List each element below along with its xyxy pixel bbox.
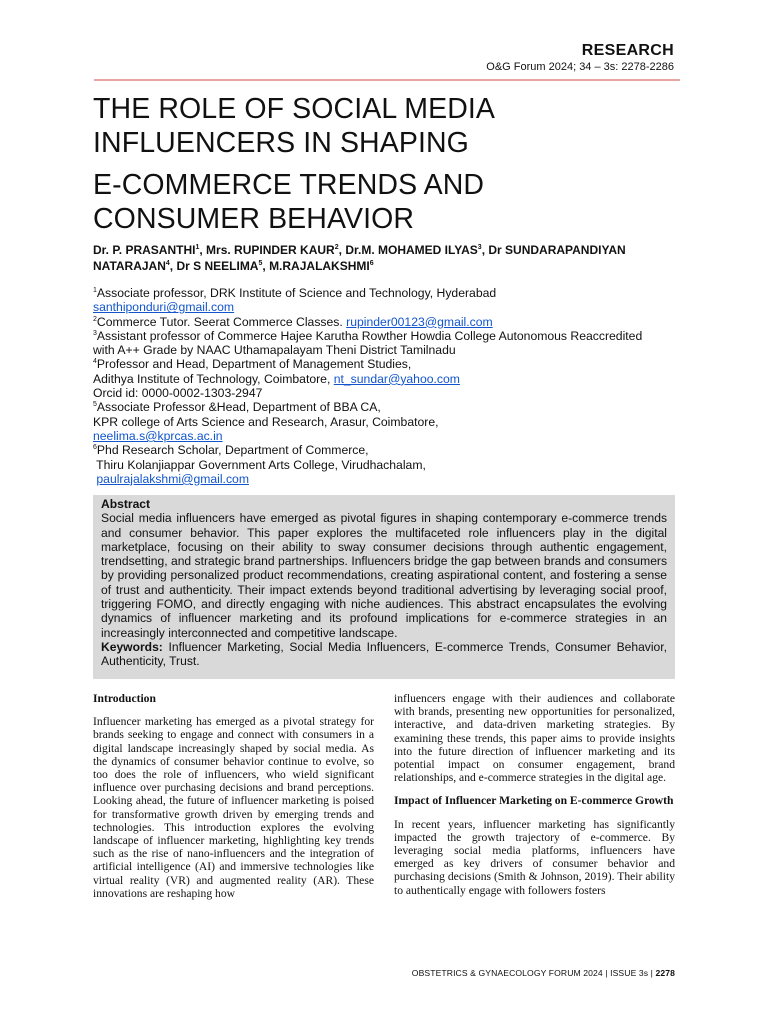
- affiliation-2: [93, 315, 683, 329]
- author: [345, 243, 488, 257]
- author-name: Dr. P. PRASANTHI: [93, 243, 196, 257]
- affiliation-text: Associate Professor &Head, Department of BBA CA,: [96, 400, 381, 415]
- affiliation-marker: 1: [93, 286, 97, 294]
- keywords-text: Influencer Marketing, Social Media Influencers, E-commerce Trends, Consumer Behavior, Authenticity, Trust.: [101, 639, 667, 669]
- author-name: M.RAJALAKSHMI: [269, 259, 370, 273]
- orcid-id: Orcid id: 0000-0002-1303-2947: [93, 386, 263, 401]
- right-column: [394, 692, 675, 907]
- paragraph: In recent years, influencer marketing has significantly impacted the growth trajectory of e-commerce. By leveraging social media platforms, influencers have emerged as key drivers of consumer behavior and purchasing decisions (Smith & Johnson, 2019). Their ability to authentically engage with followers fosters: [394, 817, 675, 897]
- abstract-box: [93, 495, 675, 679]
- affiliation-marker: 5: [93, 401, 97, 409]
- author-affiliation-marker: 5: [258, 260, 263, 267]
- affiliation-text: Assistant professor of Commerce Hajee Karutha Rowther Howdia College Autonomous Reaccredited: [96, 328, 643, 343]
- affiliation-text: with A++ Grade by NAAC Uthamapalayam Theni District Tamilnadu: [93, 343, 456, 358]
- author-separator: ,: [199, 243, 207, 257]
- author-affiliation-marker: 4: [165, 260, 170, 267]
- author: [206, 243, 345, 257]
- abstract-heading: Abstract: [101, 497, 151, 511]
- author-separator: ,: [262, 259, 270, 273]
- author-affiliation-marker: 1: [195, 244, 200, 251]
- affiliation-text: Phd Research Scholar, Department of Commerce,: [96, 443, 369, 458]
- affiliation-text: KPR college of Arts Science and Research, Arasur, Coimbatore,: [93, 414, 439, 429]
- affiliation-text: Adithya Institute of Technology, Coimbatore,: [93, 371, 334, 386]
- title-line-3: E-COMMERCE TRENDS AND: [93, 169, 485, 201]
- affiliation-6: [93, 443, 683, 457]
- section-label: RESEARCH: [581, 42, 674, 59]
- author: [176, 259, 269, 273]
- page-number: 2278: [655, 968, 675, 978]
- affiliations: [93, 286, 683, 486]
- journal-citation: O&G Forum 2024; 34 – 3s: 2278-2286: [486, 61, 674, 73]
- keywords: [101, 640, 667, 669]
- author-name: Dr.M. MOHAMED ILYAS: [345, 243, 478, 257]
- author-separator: ,: [338, 243, 346, 257]
- author-name: Dr S NEELIMA: [176, 259, 259, 273]
- paragraph: Influencer marketing has emerged as a pivotal strategy for brands seeking to engage and connect with consumers in a digital landscape increasingly shaped by social media. As the dynamics of consumer behavior continue to evolve, so too does the role of influencers, who wield significant influence over purchasing decisions and brand perceptions. Looking ahead, the future of influencer marketing is poised for transformative growth driven by emerging trends and technologies. This introduction explores the evolving landscape of influencer marketing, highlighting key trends such as the rise of nano-influencers and the integration of artificial intelligence (AI) and immersive technologies like virtual reality (VR) and augmented reality (AR). These innovations are reshaping how: [93, 715, 374, 900]
- affiliation-text: Professor and Head, Department of Management Studies,: [96, 357, 412, 372]
- paragraph: influencers engage with their audiences and collaborate with brands, presenting new opportunities for personalized, interactive, and data-driven marketing strategies. By examining these trends, this paper aims to provide insights into the future direction of influencer marketing and its potential impact on consumer engagement, brand relationships, and e-commerce strategies in the digital age.: [394, 692, 675, 785]
- author-name: Mrs. RUPINDER KAUR: [206, 243, 335, 257]
- email-link-5[interactable]: neelima.s@kprcas.ac.in: [93, 428, 223, 443]
- title-line-4: CONSUMER BEHAVIOR: [93, 203, 415, 235]
- author-separator: ,: [481, 243, 489, 257]
- affiliation-text: Commerce Tutor. Seerat Commerce Classes.: [96, 314, 347, 329]
- abstract-body: Social media influencers have emerged as pivotal figures in shaping contemporary e-commerce trends and consumer behavior. This paper explores the multifaceted role influencers play in the digital marketplace, focusing on their ability to sway consumer decisions through authentic engagement, trendsetting, and strategic brand partnerships. Influencers bridge the gap between brands and consumers by providing personalized product recommendations, creating aspirational content, and fostering a sense of trust and authenticity. Their impact extends beyond traditional advertising by leveraging social proof, triggering FOMO, and directly engaging with niche audiences. This abstract encapsulates the evolving dynamics of influencer marketing and its profound implications for e-commerce strategies in an increasingly interconnected and competitive landscape.: [101, 511, 667, 640]
- author-affiliation-marker: 3: [477, 244, 482, 251]
- paper-title-part-2: [93, 168, 653, 236]
- affiliation-text: Thiru Kolanjiappar Government Arts College, Virudhachalam,: [93, 457, 426, 472]
- section-heading-impact: Impact of Influencer Marketing on E-commerce Growth: [394, 794, 674, 808]
- paper-title-part-1: [93, 92, 653, 160]
- email-link-2[interactable]: rupinder00123@gmail.com: [346, 314, 493, 329]
- footer-journal: OBSTETRICS & GYNAECOLOGY FORUM 2024 | ISSUE 3s |: [411, 968, 656, 978]
- left-column: [93, 692, 374, 910]
- email-link-6[interactable]: paulrajalakshmi@gmail.com: [96, 471, 249, 486]
- author-affiliation-marker: 2: [334, 244, 339, 251]
- page-footer: [412, 968, 675, 978]
- affiliation-marker: 2: [93, 315, 97, 323]
- header-divider: [94, 79, 680, 81]
- affiliation-4: [93, 357, 683, 371]
- email-link-1[interactable]: santhiponduri@gmail.com: [93, 300, 235, 315]
- title-line-2: INFLUENCERS IN SHAPING: [93, 127, 469, 159]
- keywords-label: Keywords:: [101, 639, 163, 654]
- author: [93, 243, 206, 257]
- author-list: [93, 242, 675, 274]
- author-affiliation-marker: 6: [369, 260, 374, 267]
- section-heading-introduction: Introduction: [93, 692, 156, 705]
- email-link-4[interactable]: nt_sundar@yahoo.com: [333, 371, 460, 386]
- affiliation-marker: 4: [93, 358, 97, 366]
- affiliation-3: [93, 329, 683, 343]
- title-line-1: THE ROLE OF SOCIAL MEDIA: [93, 93, 495, 125]
- author-name: Dr SUNDARAPANDIYAN NATARAJAN: [93, 243, 626, 273]
- affiliation-text: Associate professor, DRK Institute of Science and Technology, Hyderabad: [96, 286, 497, 300]
- affiliation-1: [93, 286, 683, 300]
- affiliation-marker: 6: [93, 444, 97, 452]
- author-separator: ,: [169, 259, 177, 273]
- author: [269, 259, 374, 273]
- affiliation-marker: 3: [93, 329, 97, 337]
- affiliation-5: [93, 400, 683, 414]
